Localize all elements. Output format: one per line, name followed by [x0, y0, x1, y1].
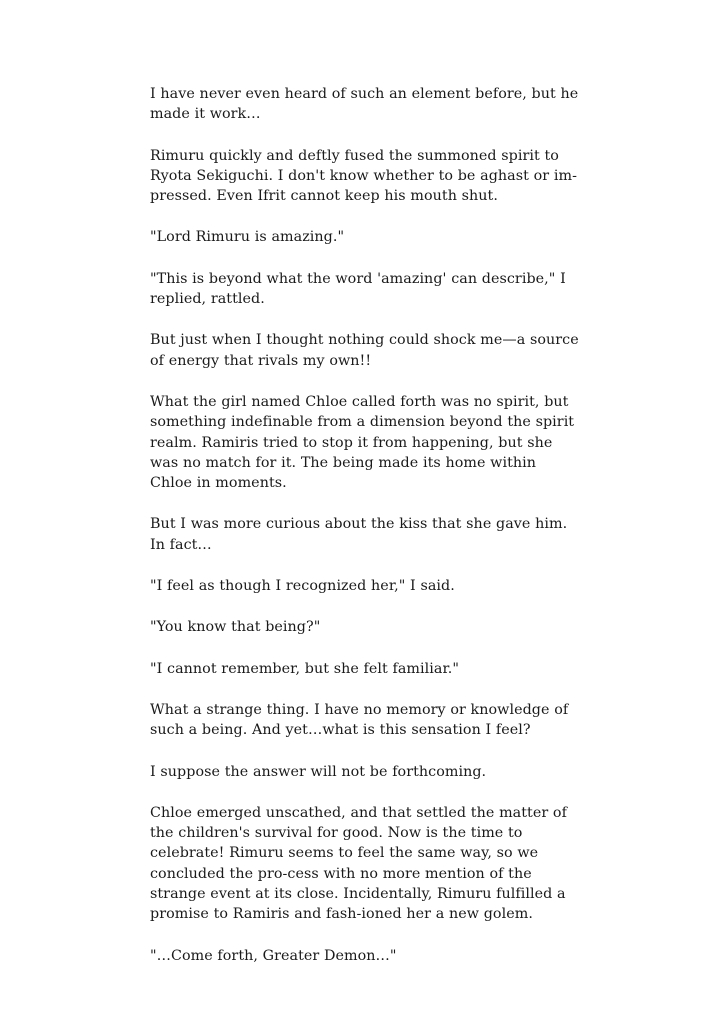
paragraph: Chloe emerged unscathed, and that settled the matter of the children's survival for good. Now is the time to celebrate! Rimuru seems to feel the same way, so we concluded the pro-cess with no more mention of the strange event at its close. Incidentally, Rimuru fulfilled a promise to Ramiris and fash-ioned her a new golem. [150, 804, 567, 923]
paragraph: "…Come forth, Greater Demon…" [150, 947, 397, 964]
paragraph: Rimuru quickly and deftly fused the summoned spirit to Ryota Sekiguchi. I don't know whether to be aghast or im-pressed. Even Ifrit cannot keep his mouth shut. [150, 147, 577, 205]
paragraph: "I cannot remember, but she felt familiar." [150, 660, 460, 677]
paragraph: But just when I thought nothing could shock me—a source of energy that rivals my own!! [150, 332, 579, 369]
paragraph: What a strange thing. I have no memory or knowledge of such a being. And yet…what is this sensation I feel? [150, 701, 569, 739]
paragraph: I suppose the answer will not be forthcoming. [150, 763, 487, 780]
paragraph: "You know that being?" [150, 619, 321, 636]
paragraph: What the girl named Chloe called forth was no spirit, but something indefinable from a dimension beyond the spirit realm. Ramiris tried to stop it from happening, but she was no match for it. The being made its home within Chloe in moments. [150, 393, 575, 492]
body-text-column [150, 84, 582, 966]
paragraph: "Lord Rimuru is amazing." [150, 229, 345, 246]
paragraph: "This is beyond what the word 'amazing' can describe," I replied, rattled. [150, 270, 566, 308]
paragraph: But I was more curious about the kiss that she gave him. In fact… [150, 516, 568, 553]
paragraph: I have never even heard of such an element before, but he made it work… [150, 86, 579, 123]
paragraph: "I feel as though I recognized her," I said. [150, 578, 455, 595]
